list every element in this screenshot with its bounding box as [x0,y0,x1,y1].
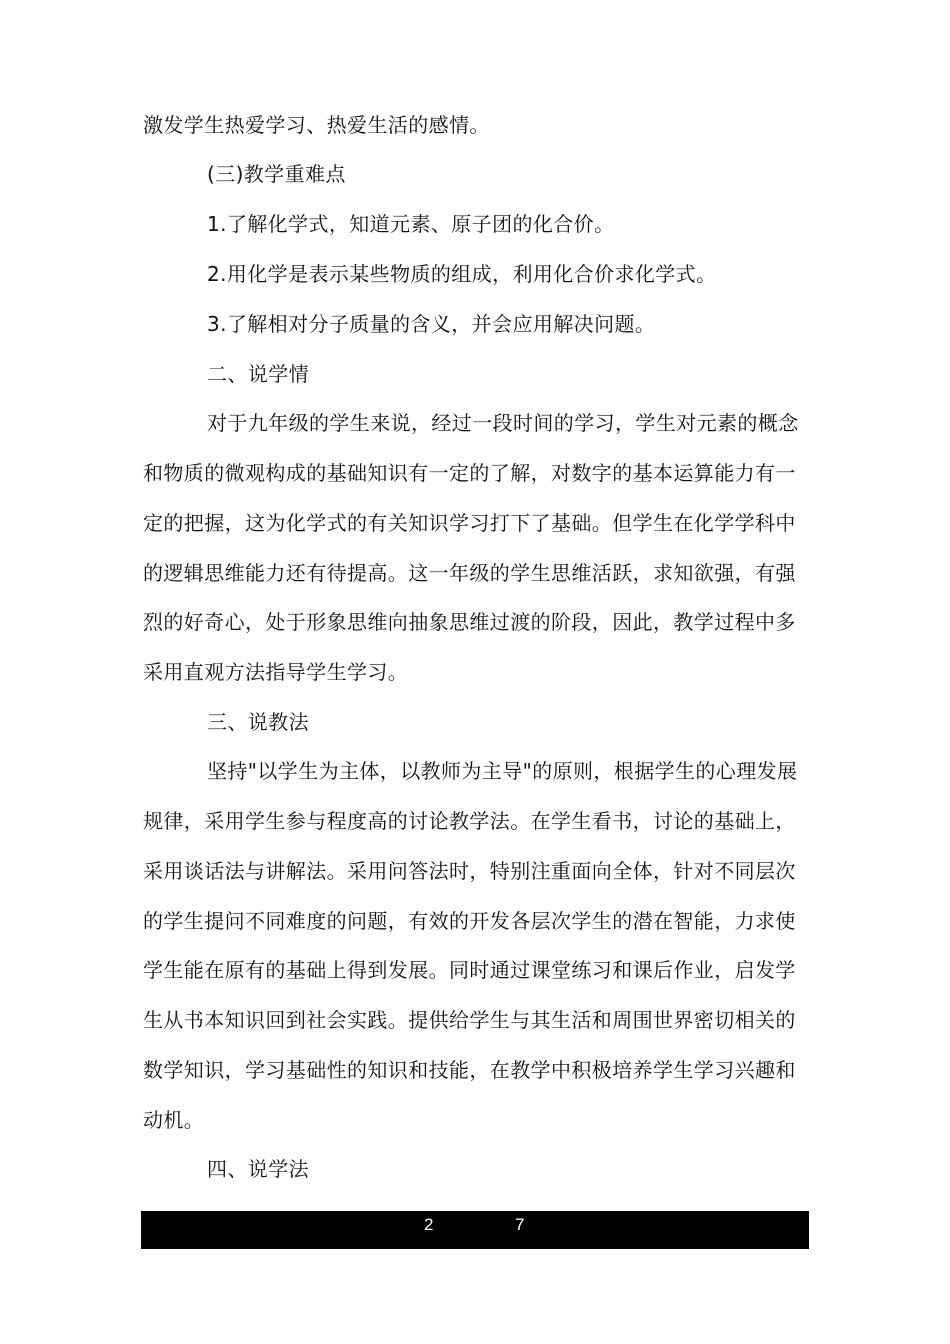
list-item: 3.了解相对分子质量的含义，并会应用解决问题。 [207,312,656,336]
body-text-line: 动机。 [143,1108,205,1132]
body-text-line: 定的把握，这为化学式的有关知识学习打下了基础。但学生在化学学科中 [143,511,796,535]
body-text-line: 激发学生热爱学习、热爱生活的感情。 [143,113,490,137]
section-heading: 二、说学情 [207,362,309,386]
body-text-line: 生从书本知识回到社会实践。提供给学生与其生活和周围世界密切相关的 [143,1008,796,1032]
section-heading: (三)教学重难点 [207,162,346,186]
section-heading: 四、说学法 [207,1157,309,1181]
list-item: 1.了解化学式，知道元素、原子团的化合价。 [207,212,615,236]
paragraph-first-line: 对于九年级的学生来说，经过一段时间的学习，学生对元素的概念 [207,411,799,435]
body-text-line: 采用直观方法指导学生学习。 [143,660,409,684]
body-text-line: 和物质的微观构成的基础知识有一定的了解，对数字的基本运算能力有一 [143,461,796,485]
body-text-line: 学生能在原有的基础上得到发展。同时通过课堂练习和课后作业，启发学 [143,958,796,982]
body-text-line: 的逻辑思维能力还有待提高。这一年级的学生思维活跃，求知欲强，有强 [143,561,796,585]
page-footer-bar [141,1211,809,1249]
body-text-line: 的学生提问不同难度的问题，有效的开发各层次学生的潜在智能，力求使 [143,909,796,933]
body-text-line: 烈的好奇心，处于形象思维向抽象思维过渡的阶段，因此，教学过程中多 [143,610,796,634]
section-heading: 三、说教法 [207,710,309,734]
body-text-line: 数学知识，学习基础性的知识和技能，在教学中积极培养学生学习兴趣和 [143,1058,796,1082]
list-item: 2.用化学是表示某些物质的组成，利用化合价求化学式。 [207,262,717,286]
current-page-number: 2 [424,1215,434,1234]
body-text-line: 采用谈话法与讲解法。采用问答法时，特别注重面向全体，针对不同层次 [143,859,796,883]
paragraph-first-line: 坚持"以学生为主体，以教师为主导"的原则，根据学生的心理发展 [207,759,798,783]
body-text-line: 规律，采用学生参与程度高的讨论教学法。在学生看书，讨论的基础上， [143,809,796,833]
total-page-count: 7 [515,1215,525,1234]
